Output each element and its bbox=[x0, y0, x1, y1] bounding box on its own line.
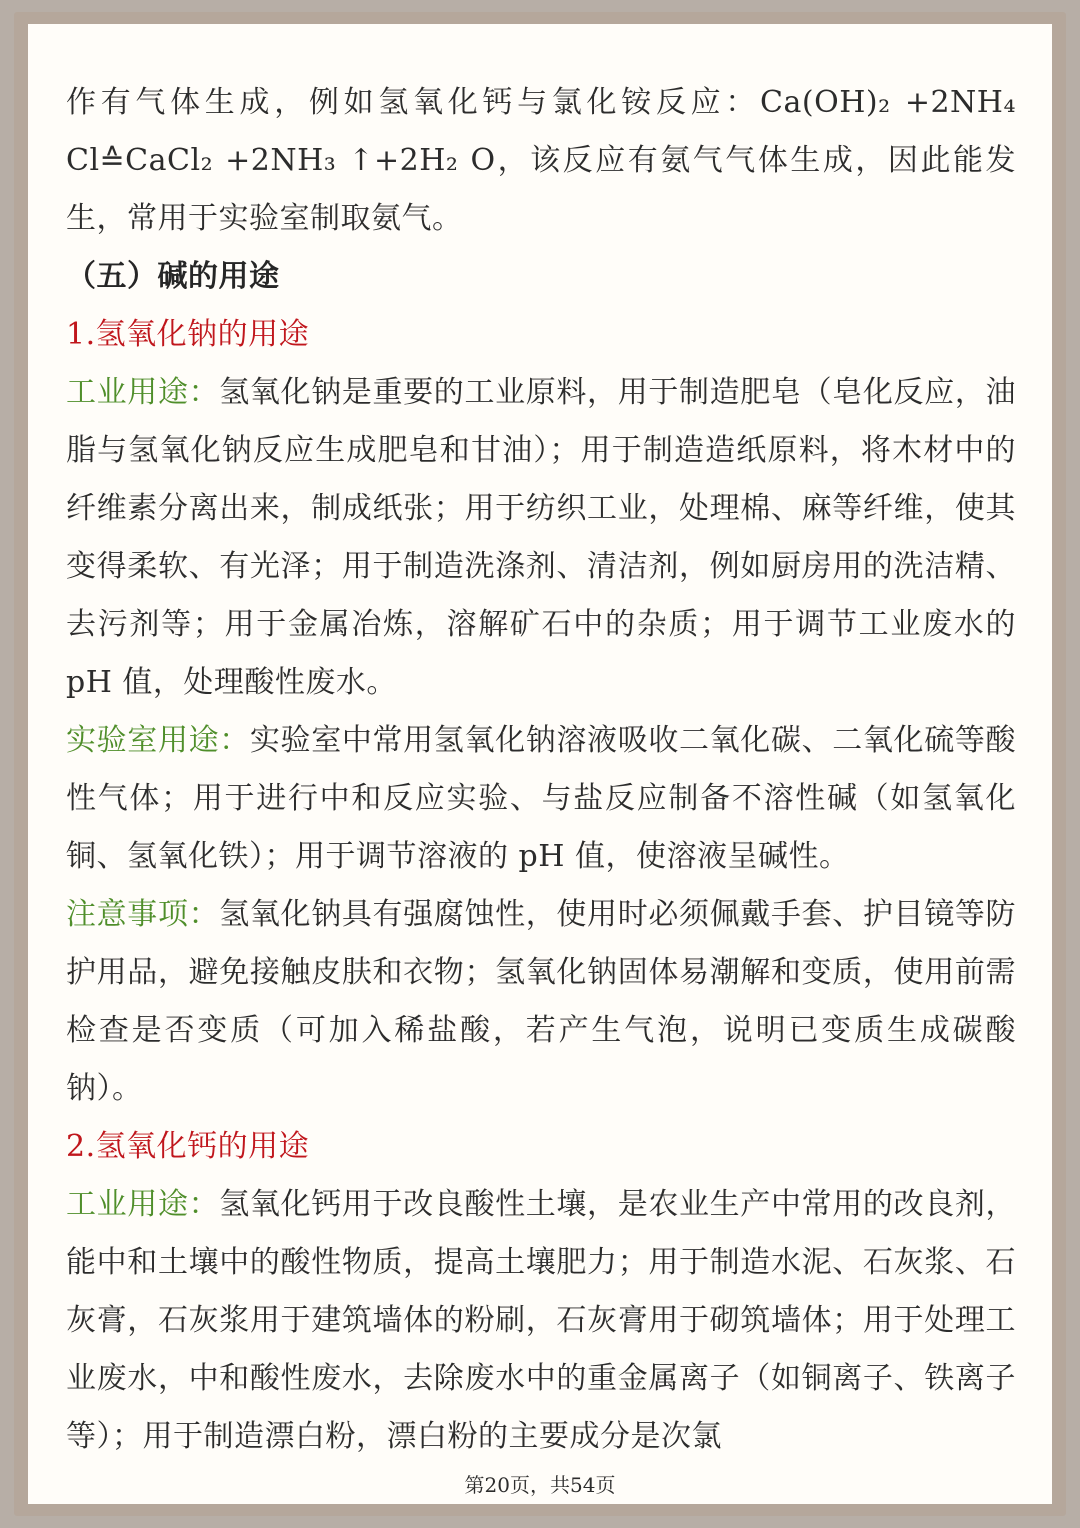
naoh-caution-label: 注意事项： bbox=[66, 897, 220, 932]
document-page bbox=[28, 24, 1052, 1504]
naoh-caution-paragraph bbox=[66, 886, 1016, 1118]
naoh-lab-paragraph bbox=[66, 712, 1016, 886]
section-title: （五）碱的用途 bbox=[66, 259, 280, 294]
naoh-industrial-label: 工业用途： bbox=[66, 375, 220, 410]
naoh-industrial-text: 氢氧化钠是重要的工业原料，用于制造肥皂（皂化反应，油脂与氢氧化钠反应生成肥皂和甘油）；用于制造造纸原料，将木材中的纤维素分离出来，制成纸张；用于纺织工业，处理棉、麻等纤维，使其变得柔软、有光泽；用于制造洗涤剂、清洁剂，例如厨房用的洗洁精、去污剂等；用于金属冶炼，溶解矿石中的杂质；用于调节工业废水的 pH 值，处理酸性废水。 bbox=[66, 375, 1016, 700]
document-body bbox=[66, 74, 1016, 1466]
caoh2-industrial-label: 工业用途： bbox=[66, 1187, 220, 1222]
naoh-title: 1.氢氧化钠的用途 bbox=[66, 317, 310, 352]
intro-paragraph: 作有气体生成，例如氢氧化钙与氯化铵反应：Ca(OH)₂ +2NH₄ Cl≙CaCl₂ +2NH₃ ↑+2H₂ O，该反应有氨气气体生成，因此能发生，常用于实验室制取氨气。 bbox=[66, 85, 1016, 236]
naoh-lab-text: 实验室中常用氢氧化钠溶液吸收二氧化碳、二氧化硫等酸性气体；用于进行中和反应实验、与盐反应制备不溶性碱（如氢氧化铜、氢氧化铁）；用于调节溶液的 pH 值，使溶液呈碱性。 bbox=[66, 723, 1017, 874]
naoh-lab-label: 实验室用途： bbox=[66, 723, 250, 758]
page-number-footer: 第20页，共54页 bbox=[464, 1473, 616, 1497]
caoh2-title: 2.氢氧化钙的用途 bbox=[66, 1129, 310, 1164]
naoh-industrial-paragraph bbox=[66, 364, 1016, 712]
caoh2-industrial-text: 氢氧化钙用于改良酸性土壤，是农业生产中常用的改良剂，能中和土壤中的酸性物质，提高土壤肥力；用于制造水泥、石灰浆、石灰膏，石灰浆用于建筑墙体的粉刷，石灰膏用于砌筑墙体；用于处理工业废水，中和酸性废水，去除废水中的重金属离子（如铜离子、铁离子等）；用于制造漂白粉，漂白粉的主要成分是次氯 bbox=[66, 1187, 1016, 1454]
naoh-caution-text: 氢氧化钠具有强腐蚀性，使用时必须佩戴手套、护目镜等防护用品，避免接触皮肤和衣物；氢氧化钠固体易潮解和变质，使用前需检查是否变质（可加入稀盐酸，若产生气泡，说明已变质生成碳酸钠）。 bbox=[66, 897, 1016, 1106]
caoh2-industrial-paragraph bbox=[66, 1176, 1016, 1466]
